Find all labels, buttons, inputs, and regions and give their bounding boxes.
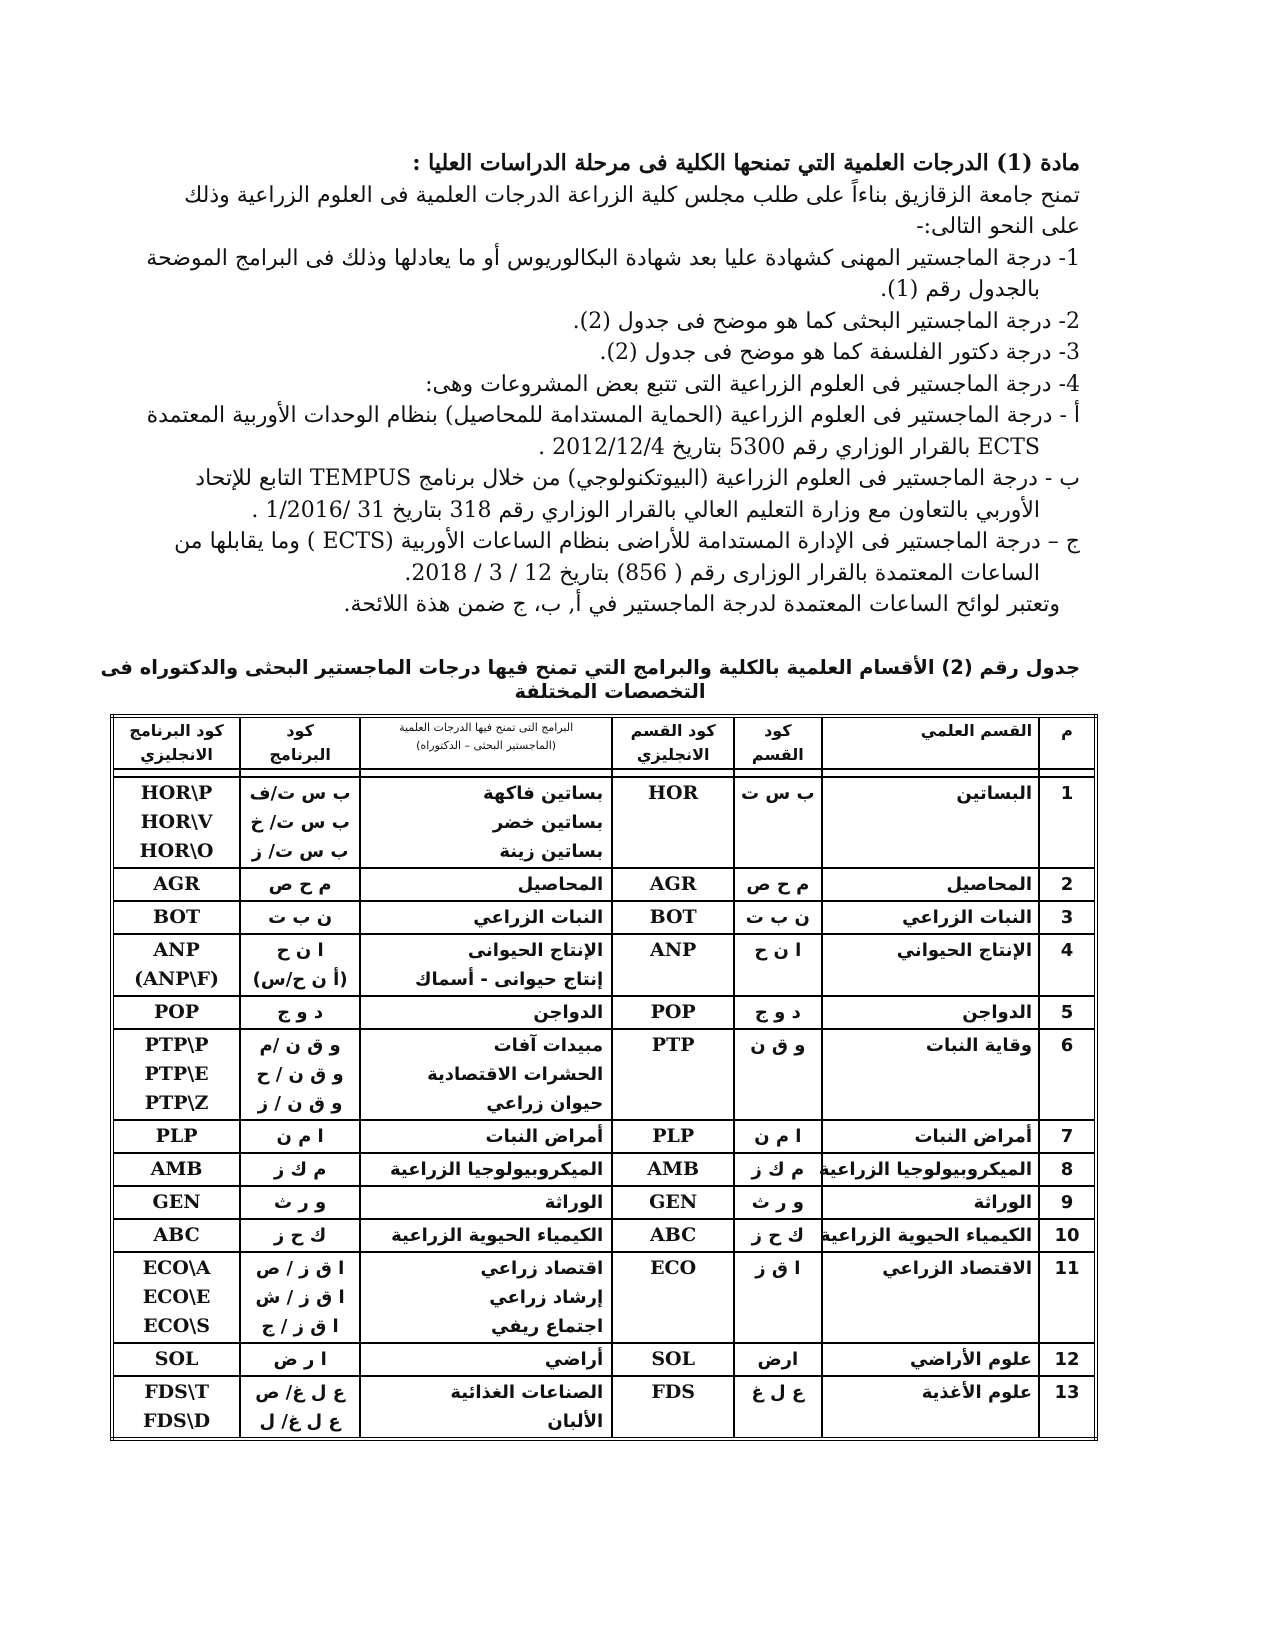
program-names-text: الكيمياء الحيوية الزراعية <box>391 1225 604 1246</box>
program-names-text: مبيدات آفات <box>493 1035 604 1056</box>
program-names-text: الوراثة <box>544 1192 604 1213</box>
program-en-codes <box>112 1153 240 1186</box>
dept-name <box>822 934 1040 996</box>
program-codes-text: ب س ت/ ز <box>251 841 349 862</box>
dept-name <box>822 1029 1040 1120</box>
table-row <box>112 1153 1096 1186</box>
program-codes <box>240 901 360 934</box>
program-names-text: الإنتاج الحيوانى <box>467 940 604 961</box>
program-names <box>360 1153 612 1186</box>
program-names <box>360 934 612 996</box>
row-number <box>1039 1153 1096 1186</box>
dept-code-text: و ر ث <box>751 1192 804 1213</box>
dept-name-text: الاقتصاد الزراعي <box>882 1258 1033 1279</box>
row-number <box>1039 1343 1096 1376</box>
program-en-codes-text: BOT <box>153 906 201 928</box>
header-prog-en: كود البرنامج الانجليزي <box>112 716 240 769</box>
program-codes-text: ا ن ح <box>276 940 324 961</box>
program-en-codes-text: ECO\E <box>142 1286 211 1308</box>
dept-code-text: ا ق ز <box>755 1258 801 1279</box>
dept-code-text: ا ن ح <box>754 940 802 961</box>
dept-code <box>734 901 821 934</box>
program-en-codes-text: PTP\P <box>144 1034 209 1056</box>
program-names-text: الألبان <box>547 1411 604 1432</box>
program-codes-text: ع ل غ/ ص <box>255 1382 346 1403</box>
program-codes-text: م ك ز <box>273 1159 327 1180</box>
dept-en-code-text: POP <box>650 1001 696 1023</box>
dept-en-code <box>612 1376 734 1439</box>
dept-name <box>822 868 1040 901</box>
dept-code <box>734 996 821 1029</box>
row-number-text: 4 <box>1060 940 1074 961</box>
dept-name-text: الوراثة <box>973 1192 1033 1213</box>
dept-en-code-text: ABC <box>650 1224 697 1246</box>
table-row <box>112 1029 1096 1120</box>
table-row <box>112 1343 1096 1376</box>
departments-table-wrapper <box>110 714 1098 1432</box>
item-b: ب - درجة الماجستير فى العلوم الزراعية (البيوتكنولوجي) من خلال برنامج TEMPUS التابع للإتحاد <box>195 466 1080 491</box>
dept-en-code-text: FDS <box>651 1381 695 1403</box>
table-title <box>100 656 1080 704</box>
table-row <box>112 777 1096 868</box>
dept-name-text: الميكروبيولوجيا الزراعية <box>818 1159 1033 1180</box>
program-codes-text: ا ق ز / ج <box>261 1316 339 1337</box>
dept-name-text: الكيمياء الحيوية الزراعية <box>819 1225 1033 1246</box>
item-1-cont: بالجدول رقم (1). <box>880 277 1040 302</box>
program-names-text: اجتماع ريفي <box>491 1316 604 1337</box>
item-3: 3- درجة دكتور الفلسفة كما هو موضح فى جدول (2). <box>599 340 1080 365</box>
program-codes-text: ا م ن <box>276 1126 324 1147</box>
dept-code <box>734 777 821 868</box>
dept-en-code <box>612 901 734 934</box>
dept-code-text: م ح ص <box>746 874 810 895</box>
dept-code-text: ا م ن <box>754 1126 802 1147</box>
dept-en-code-text: BOT <box>649 906 697 928</box>
row-number-text: 13 <box>1054 1382 1080 1403</box>
program-codes <box>240 1029 360 1120</box>
header-num: م <box>1039 716 1096 769</box>
table-row <box>112 1120 1096 1153</box>
dept-name <box>822 777 1040 868</box>
dept-code <box>734 1376 821 1439</box>
program-en-codes <box>112 934 240 996</box>
dept-code <box>734 1186 821 1219</box>
row-number-text: 6 <box>1060 1035 1074 1056</box>
program-en-codes-text: HOR\P <box>140 782 213 804</box>
program-names <box>360 1120 612 1153</box>
dept-en-code <box>612 996 734 1029</box>
dept-name-text: أمراض النبات <box>914 1126 1033 1147</box>
dept-code <box>734 1120 821 1153</box>
row-number <box>1039 777 1096 868</box>
program-names <box>360 868 612 901</box>
dept-code <box>734 1252 821 1343</box>
dept-name <box>818 1153 1040 1186</box>
program-names-text: حيوان زراعي <box>486 1093 604 1114</box>
table-row <box>112 996 1096 1029</box>
program-names <box>360 1376 612 1439</box>
dept-code <box>734 868 821 901</box>
program-en-codes-text: AGR <box>153 873 200 895</box>
program-en-codes <box>112 901 240 934</box>
dept-en-code-text: PLP <box>652 1125 695 1147</box>
program-names <box>360 1186 612 1219</box>
table-header-row <box>112 716 1096 769</box>
program-en-codes-text: FDS\T <box>144 1381 209 1403</box>
departments-table <box>110 714 1098 1441</box>
dept-name <box>822 996 1040 1029</box>
dept-code-text: ن ب ت <box>745 907 810 928</box>
dept-en-code-text: ECO <box>650 1257 697 1279</box>
dept-name <box>822 901 1040 934</box>
program-names-text: الدواجن <box>533 1002 604 1023</box>
row-number <box>1039 1120 1096 1153</box>
program-en-codes-text: HOR\O <box>139 840 214 862</box>
header-dept-en: كود القسم الانجليزي <box>612 716 734 769</box>
dept-en-code <box>612 1153 734 1186</box>
program-en-codes <box>112 1029 240 1120</box>
dept-en-code-text: PTP <box>651 1034 695 1056</box>
program-codes-text: و ق ن /م <box>259 1035 341 1056</box>
dept-en-code-text: HOR <box>648 782 699 804</box>
program-names <box>360 1029 612 1120</box>
program-names <box>360 777 612 868</box>
dept-en-code-text: AMB <box>647 1158 700 1180</box>
row-number-text: 9 <box>1060 1192 1074 1213</box>
dept-en-code-text: SOL <box>651 1348 695 1370</box>
program-codes <box>240 996 360 1029</box>
program-names-text: الصناعات الغذائية <box>450 1382 604 1403</box>
dept-name <box>819 1219 1040 1252</box>
dept-en-code <box>612 1219 734 1252</box>
item-c: ج – درجة الماجستير فى الإدارة المستدامة للأراضى بنظام الساعات الأوربية (ECTS ) وما يقابلها من <box>174 529 1080 554</box>
dept-name <box>822 1343 1040 1376</box>
program-codes <box>240 1219 360 1252</box>
dept-name-text: علوم الأراضي <box>909 1349 1033 1370</box>
item-a-cont: ECTS بالقرار الوزاري رقم 5300 بتاريخ 2012/12/4 . <box>538 434 1040 460</box>
program-codes-text: ا ق ز / ش <box>255 1287 345 1308</box>
header-programs: البرامج التى تمنح فيها الدرجات العلمية (الماجستير البحثى – الدكتوراه) <box>360 716 612 769</box>
program-names-text: بساتين زينة <box>499 841 604 862</box>
table-row <box>112 1376 1096 1439</box>
program-names-text: إنتاج حيوانى - أسماك <box>414 969 604 990</box>
program-names <box>360 1219 612 1252</box>
row-number-text: 5 <box>1060 1002 1074 1023</box>
program-codes-text: ع ل غ/ ل <box>259 1411 341 1432</box>
row-number <box>1039 996 1096 1029</box>
program-names <box>360 996 612 1029</box>
header-dept-code: كود القسم <box>734 716 821 769</box>
program-en-codes-text: PTP\E <box>144 1063 209 1085</box>
program-names <box>360 901 612 934</box>
table-title-line-1: جدول رقم (2) الأقسام العلمية بالكلية والبرامج التي تمنح فيها درجات الماجستير البحثى والدكتوراه فى <box>100 656 1080 679</box>
program-names-text: إرشاد زراعي <box>489 1287 604 1308</box>
dept-en-code <box>612 1186 734 1219</box>
dept-en-code-text: ANP <box>649 939 697 961</box>
row-number <box>1039 1252 1096 1343</box>
program-en-codes-text: ANP <box>153 939 200 961</box>
program-names-text: النبات الزراعي <box>473 907 604 928</box>
program-codes-text: ا ق ز / ص <box>255 1258 345 1279</box>
item-2: 2- درجة الماجستير البحثى كما هو موضح فى جدول (2). <box>572 308 1080 334</box>
program-en-codes-text: PTP\Z <box>144 1092 209 1114</box>
program-en-codes-text: AMB <box>150 1158 203 1180</box>
program-en-codes <box>112 777 240 868</box>
program-names-text: أراضي <box>544 1349 604 1370</box>
program-en-codes-text: SOL <box>154 1348 199 1370</box>
dept-code-text: د و ج <box>754 1002 801 1023</box>
dept-name <box>822 1376 1040 1439</box>
program-codes <box>240 777 360 868</box>
dept-code <box>734 1219 821 1252</box>
program-codes-text: ن ب ت <box>268 907 333 928</box>
program-en-codes-text: ECO\A <box>142 1257 211 1279</box>
row-number-text: 10 <box>1054 1225 1080 1246</box>
article-intro: تمنح جامعة الزقازيق بناءاً على طلب مجلس كلية الزراعة الدرجات العلمية فى العلوم الزراعية وذلك على النحو التالى:- <box>184 182 1080 239</box>
row-number-text: 11 <box>1054 1258 1080 1279</box>
closing-note: وتعتبر لوائح الساعات المعتمدة لدرجة الماجستير في أ, ب، ج ضمن هذة اللائحة. <box>343 592 1060 617</box>
dept-en-code <box>612 934 734 996</box>
program-codes <box>240 1376 360 1439</box>
table-title-line-2: التخصصات المختلفة <box>514 680 706 703</box>
table-row <box>112 1252 1096 1343</box>
header-dept: القسم العلمي <box>822 716 1040 769</box>
program-names-text: الحشرات الاقتصادية <box>427 1064 604 1085</box>
dept-code <box>734 1153 821 1186</box>
article-heading: مادة (1) الدرجات العلمية التي تمنحها الكلية فى مرحلة الدراسات العليا : <box>412 150 1080 176</box>
row-number <box>1039 934 1096 996</box>
program-en-codes-text: (ANP\F) <box>134 968 219 990</box>
program-names-text: المحاصيل <box>517 874 604 895</box>
program-names-text: أمراض النبات <box>485 1126 604 1147</box>
program-codes <box>240 1252 360 1343</box>
program-names-text: اقتصاد زراعي <box>480 1258 604 1279</box>
dept-code-text: ك ح ز <box>751 1225 805 1246</box>
dept-en-code <box>612 777 734 868</box>
dept-en-code <box>612 1252 734 1343</box>
dept-code-text: و ق ن <box>750 1035 806 1056</box>
dept-code <box>734 934 821 996</box>
row-number-text: 7 <box>1060 1126 1074 1147</box>
item-b-cont: الأوربي بالتعاون مع وزارة التعليم العالي بالقرار الوزاري رقم 318 بتاريخ 31 /1/2016 . <box>251 497 1040 523</box>
dept-name-text: وقاية النبات <box>925 1035 1033 1056</box>
header-prog-code: كود البرنامج <box>240 716 360 769</box>
table-row <box>112 1219 1096 1252</box>
program-names-text: الميكروبيولوجيا الزراعية <box>389 1159 604 1180</box>
program-en-codes-text: ECO\S <box>143 1315 210 1337</box>
dept-name <box>822 1252 1040 1343</box>
row-number-text: 8 <box>1060 1159 1074 1180</box>
dept-name <box>822 1186 1040 1219</box>
program-codes-text: ك ح ز <box>273 1225 327 1246</box>
item-4: 4- درجة الماجستير فى العلوم الزراعية التى تتبع بعض المشروعات وهى: <box>425 371 1080 397</box>
program-en-codes-text: ABC <box>153 1224 200 1246</box>
item-c-cont: الساعات المعتمدة بالقرار الوزارى رقم ( 856) بتاريخ 12 / 3 / 2018. <box>404 560 1040 586</box>
program-en-codes <box>112 868 240 901</box>
dept-code-text: ب س ت <box>741 783 815 804</box>
row-number <box>1039 1186 1096 1219</box>
program-codes-text: و ر ث <box>274 1192 327 1213</box>
row-number <box>1039 1029 1096 1120</box>
header-spacer-row <box>112 769 1096 777</box>
dept-code <box>734 1343 821 1376</box>
dept-name <box>822 1120 1040 1153</box>
program-en-codes-text: GEN <box>152 1191 201 1213</box>
program-codes <box>240 1120 360 1153</box>
dept-code <box>734 1029 821 1120</box>
dept-name-text: البساتين <box>956 783 1033 804</box>
dept-en-code <box>612 1343 734 1376</box>
item-1: 1- درجة الماجستير المهنى كشهادة عليا بعد شهادة البكالوريوس أو ما يعادلها وذلك فى البرامج الموضحة <box>146 245 1080 271</box>
program-codes <box>240 868 360 901</box>
program-codes <box>240 1153 360 1186</box>
program-codes <box>240 934 360 996</box>
table-row <box>112 868 1096 901</box>
dept-en-code-text: GEN <box>649 1191 698 1213</box>
row-number <box>1039 868 1096 901</box>
program-codes-text: (أ ن ح/س) <box>252 969 348 990</box>
table-row <box>112 1186 1096 1219</box>
dept-name-text: علوم الأغذية <box>921 1382 1033 1403</box>
program-en-codes-text: POP <box>154 1001 200 1023</box>
table-body <box>112 777 1096 1439</box>
program-names <box>360 1343 612 1376</box>
row-number-text: 12 <box>1054 1349 1080 1370</box>
table-row <box>112 934 1096 996</box>
program-codes-text: ب س ت/ خ <box>250 812 350 833</box>
dept-code-text: ع ل غ <box>751 1382 805 1403</box>
dept-name-text: المحاصيل <box>946 874 1033 895</box>
row-number-text: 2 <box>1060 874 1074 895</box>
dept-code-text: ارض <box>757 1349 799 1370</box>
program-codes <box>240 1186 360 1219</box>
dept-en-code <box>612 1120 734 1153</box>
program-en-codes-text: FDS\D <box>143 1410 211 1432</box>
program-en-codes <box>112 996 240 1029</box>
program-en-codes-text: HOR\V <box>140 811 213 833</box>
program-codes-text: ب س ت/ف <box>249 783 351 804</box>
program-en-codes <box>112 1376 240 1439</box>
program-en-codes-text: PLP <box>155 1125 198 1147</box>
dept-name-text: الإنتاج الحيواني <box>896 940 1033 961</box>
row-number-text: 3 <box>1060 907 1074 928</box>
program-codes-text: د و ج <box>277 1002 324 1023</box>
dept-code-text: م ك ز <box>751 1159 805 1180</box>
program-en-codes <box>112 1252 240 1343</box>
program-names <box>360 1252 612 1343</box>
row-number <box>1039 1219 1096 1252</box>
table-row <box>112 901 1096 934</box>
article-text <box>140 148 1080 621</box>
program-codes-text: و ق ن / ح <box>256 1064 344 1085</box>
program-en-codes <box>112 1343 240 1376</box>
program-codes-text: م ح ص <box>268 874 332 895</box>
row-number <box>1039 901 1096 934</box>
program-codes-text: ا ر ض <box>273 1349 327 1370</box>
dept-en-code <box>612 868 734 901</box>
program-names-text: بساتين خضر <box>492 812 604 833</box>
program-codes-text: و ق ن / ز <box>257 1093 343 1114</box>
program-en-codes <box>112 1219 240 1252</box>
program-en-codes <box>112 1120 240 1153</box>
row-number <box>1039 1376 1096 1439</box>
row-number-text: 1 <box>1060 783 1074 804</box>
program-en-codes <box>112 1186 240 1219</box>
program-codes <box>240 1343 360 1376</box>
program-names-text: بساتين فاكهة <box>482 783 604 804</box>
dept-en-code-text: AGR <box>649 873 697 895</box>
dept-name-text: النبات الزراعي <box>902 907 1033 928</box>
dept-name-text: الدواجن <box>962 1002 1033 1023</box>
dept-en-code <box>612 1029 734 1120</box>
item-a: أ - درجة الماجستير فى العلوم الزراعية (الحماية المستدامة للمحاصيل) بنظام الوحدات الأوربية المعتمدة <box>146 403 1080 428</box>
